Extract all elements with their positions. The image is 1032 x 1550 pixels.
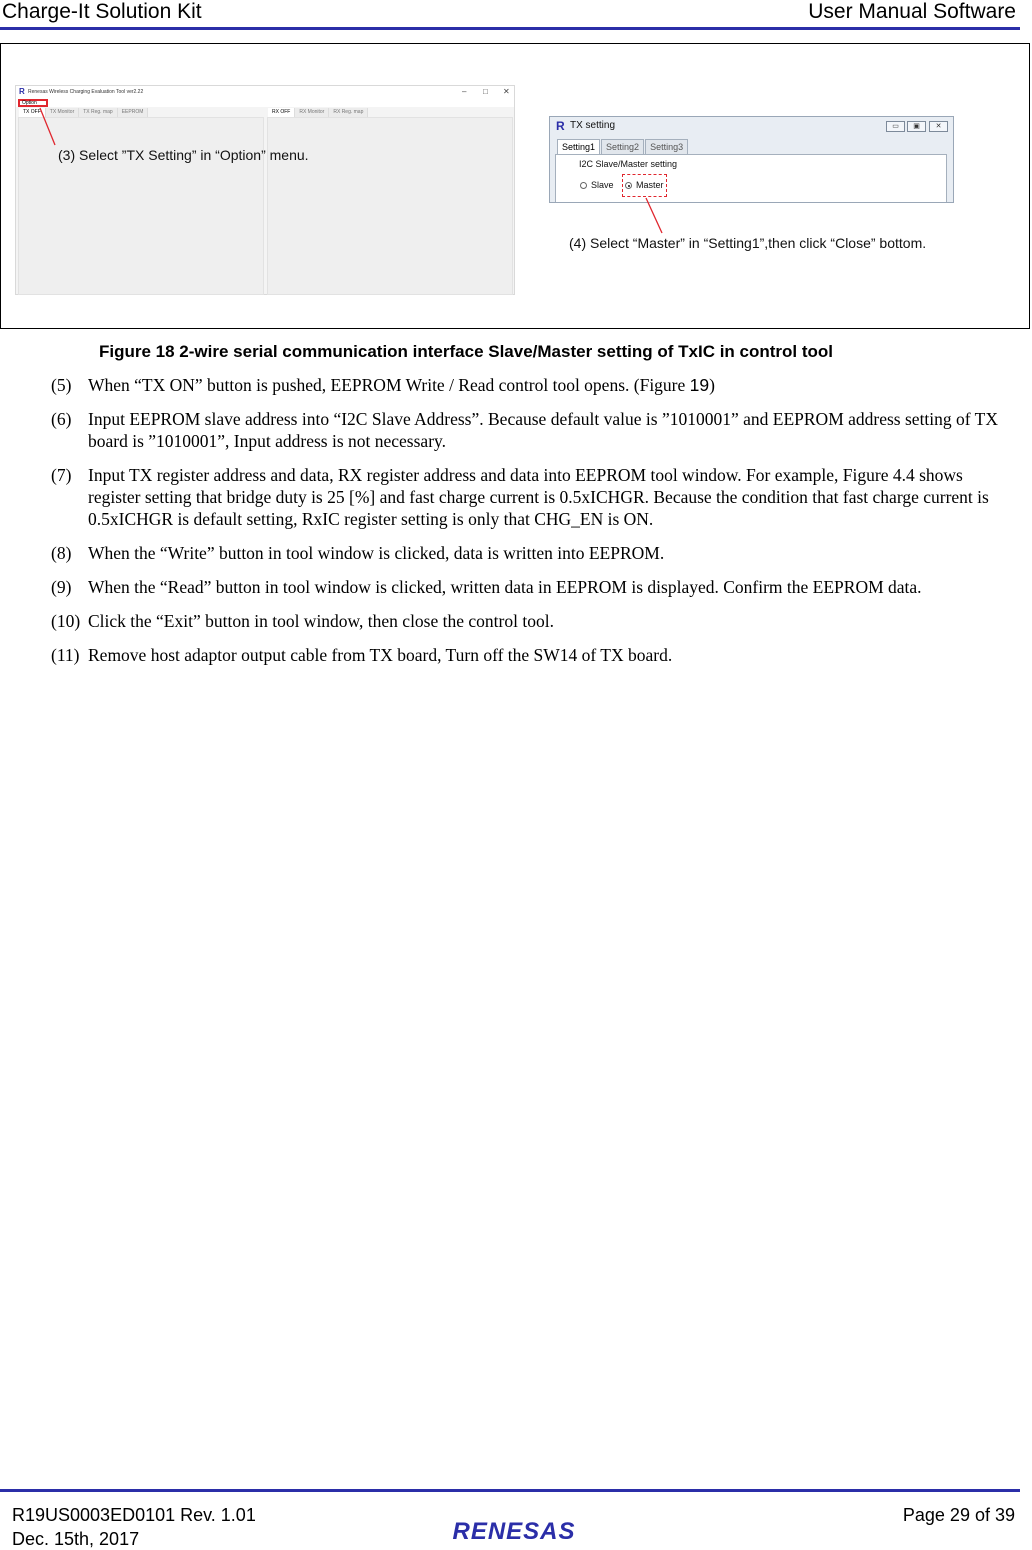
leader-line-3 <box>40 108 55 145</box>
list-item: (7) Input TX register address and data, RX register address and data into EEPROM tool window. For example, Figure 4.4 shows register setting that bridge duty is 25 [%] and fast charge current is 0.5xICHGR. Because the condition that fast charge current is 0.5xICHGR is default setting, RxIC register setting is only that CHG_EN is ON. <box>51 465 989 529</box>
logo-text: RENESAS <box>452 1518 576 1545</box>
document-date: Dec. 15th, 2017 <box>12 1529 140 1549</box>
app-title: Renesas Wireless Charging Evaluation Tool ver2.22 <box>28 89 144 95</box>
option-menu-highlight: Option <box>18 99 48 107</box>
tab-rx-monitor: RX Monitor <box>295 108 329 117</box>
dialog-title: TX setting <box>570 120 616 131</box>
list-item: (10) Click the “Exit” button in tool window, then close the control tool. <box>51 611 554 631</box>
header-section: User Manual Software <box>808 0 1016 23</box>
steps-list <box>51 374 1016 678</box>
callout-step-4: (4) Select “Master” in “Setting1”,then click “Close” bottom. <box>569 235 927 251</box>
maximize-icon: □ <box>483 87 488 96</box>
tab-tx-reg-map: TX Reg. map <box>79 108 117 117</box>
page-number: Page 29 of 39 <box>902 1505 1015 1525</box>
leader-line-4 <box>646 198 662 233</box>
tab-rx-reg-map: RX Reg. map <box>329 108 368 117</box>
renesas-logo-icon <box>440 1516 588 1546</box>
radio-master: Master <box>625 180 664 190</box>
tab-rx-off: RX OFF <box>268 108 295 117</box>
list-item: (6) Input EEPROM slave address into “I2C Slave Address”. Because default value is ”1010001” and EEPROM address setting of TX board is ”1010001”, Input address is not necessary. <box>51 409 998 451</box>
tab-setting2: Setting2 <box>601 139 644 154</box>
tab-tx-off: TX OFF <box>19 108 46 117</box>
tab-setting3: Setting3 <box>645 139 688 154</box>
figure-caption: Figure 18 2-wire serial communication interface Slave/Master setting of TxIC in control tool <box>99 342 834 361</box>
footer-divider <box>0 1489 1020 1492</box>
document-revision: R19US0003ED0101 Rev. 1.01 <box>12 1505 256 1525</box>
list-item: (9) When the “Read” button in tool window is clicked, written data in EEPROM is displayed. Confirm the EEPROM data. <box>51 577 922 597</box>
header-title: Charge-It Solution Kit <box>2 0 202 23</box>
callout-step-3: (3) Select ”TX Setting” in “Option” menu. <box>58 147 309 163</box>
minimize-icon: – <box>462 87 467 96</box>
list-item: (5) When “TX ON” button is pushed, EEPROM Write / Read control tool opens. (Figure 19) <box>51 375 715 395</box>
maximize-icon: ▣ <box>907 121 926 132</box>
radio-slave: Slave <box>580 180 614 190</box>
close-icon: ✕ <box>929 121 948 132</box>
list-item: (11) Remove host adaptor output cable from TX board, Turn off the SW14 of TX board. <box>51 645 673 665</box>
figure-reference: 19 <box>689 375 710 395</box>
minimize-icon: ▭ <box>886 121 905 132</box>
list-item: (8) When the “Write” button in tool window is clicked, data is written into EEPROM. <box>51 543 665 563</box>
close-icon: ✕ <box>503 87 510 96</box>
renesas-mark-icon: R <box>19 87 25 96</box>
callout-leaders <box>0 0 1032 330</box>
renesas-mark-icon: R <box>556 119 565 133</box>
tab-setting1: Setting1 <box>557 139 600 154</box>
i2c-group-label: I2C Slave/Master setting <box>579 159 678 169</box>
tab-tx-monitor: TX Monitor <box>46 108 79 117</box>
tab-eeprom: EEPROM <box>118 108 149 117</box>
